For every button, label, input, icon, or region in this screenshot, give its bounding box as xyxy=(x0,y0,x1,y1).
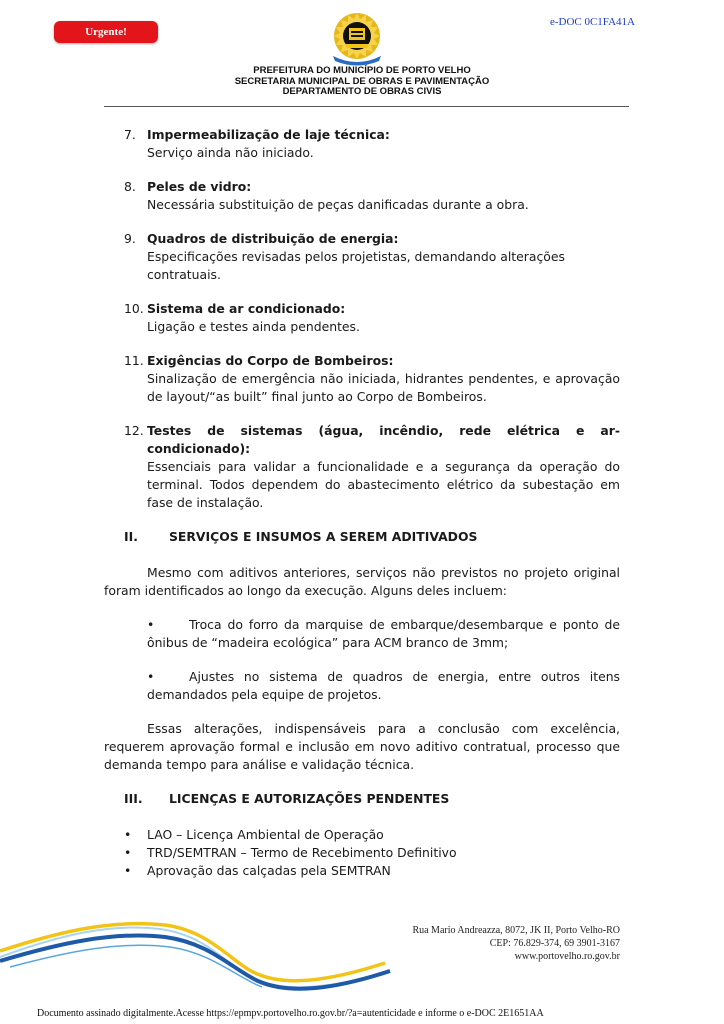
list-item xyxy=(104,862,620,880)
list-item xyxy=(104,352,620,406)
list-item xyxy=(104,826,620,844)
municipal-crest-icon xyxy=(327,12,387,66)
address-line: Rua Mario Andreazza, 8072, JK II, Porto Velho-RO xyxy=(412,925,620,936)
item-title: Exigências do Corpo de Bombeiros: xyxy=(147,353,394,368)
section-number: II. xyxy=(124,529,138,544)
list-item xyxy=(104,422,620,512)
address-block xyxy=(412,924,620,963)
section-number: III. xyxy=(124,791,143,806)
list-item xyxy=(104,300,620,336)
paragraph: Mesmo com aditivos anteriores, serviços não previstos no projeto original foram identificados ao longo da execução. Alguns deles incluem: xyxy=(104,565,620,598)
header-divider xyxy=(104,106,629,107)
bullet-text: Troca do forro da marquise de embarque/desembarque e ponto de ônibus de “madeira ecológica” para ACM branco de 3mm; xyxy=(147,617,620,650)
item-title: Testes de sistemas (água, incêndio, rede elétrica e ar-condicionado): xyxy=(147,423,620,456)
item-text: Sinalização de emergência não iniciada, hidrantes pendentes, e aprovação de layout/“as built” final junto ao Corpo de Bombeiros. xyxy=(147,371,620,404)
bullet-icon: • xyxy=(124,827,132,842)
urgent-badge[interactable]: Urgente! xyxy=(54,21,158,43)
item-number: 10. xyxy=(124,301,144,316)
item-number: 9. xyxy=(124,231,136,246)
header-line-2: SECRETARIA MUNICIPAL DE OBRAS E PAVIMENTAÇÃO xyxy=(234,75,490,87)
list-item xyxy=(104,230,620,284)
license-text: Aprovação das calçadas pela SEMTRAN xyxy=(147,863,391,878)
list-item xyxy=(104,126,620,162)
bullet-item: • Ajustes no sistema de quadros de energia, entre outros itens demandados pela equipe de projetos. xyxy=(147,669,620,702)
item-title: Sistema de ar condicionado: xyxy=(147,301,346,316)
website-link[interactable]: www.portovelho.ro.gov.br xyxy=(514,951,620,962)
bullet-item: • Troca do forro da marquise de embarque/desembarque e ponto de ônibus de “madeira ecológica” para ACM branco de 3mm; xyxy=(147,617,620,650)
paragraph: Essas alterações, indispensáveis para a conclusão com excelência, requerem aprovação formal e inclusão em novo aditivo contratual, processo que demanda tempo para análise e validação técnica. xyxy=(104,721,620,772)
license-text: LAO – Licença Ambiental de Operação xyxy=(147,827,384,842)
section-heading xyxy=(104,528,620,546)
item-number: 8. xyxy=(124,179,136,194)
item-text: Necessária substituição de peças danificadas durante a obra. xyxy=(147,197,529,212)
document-body xyxy=(104,126,620,880)
section-heading xyxy=(104,790,620,808)
item-number: 7. xyxy=(124,127,136,142)
address-line: CEP: 76.829-374, 69 3901-3167 xyxy=(489,938,620,949)
section-title: LICENÇAS E AUTORIZAÇÕES PENDENTES xyxy=(169,791,450,806)
license-text: TRD/SEMTRAN – Termo de Recebimento Definitivo xyxy=(147,845,457,860)
bullet-icon: • xyxy=(124,863,132,878)
letterhead xyxy=(0,66,724,98)
signature-footer: Documento assinado digitalmente.Acesse https://epmpv.portovelho.ro.gov.br/?a=autenticidade e informe o e-DOC 2E1651AA xyxy=(37,1008,544,1019)
bullet-icon: • xyxy=(124,845,132,860)
item-text: Essenciais para validar a funcionalidade e a segurança da operação do terminal. Todos dependem do abastecimento elétrico da subestação em fase de instalação. xyxy=(147,459,620,510)
list-item xyxy=(104,844,620,862)
item-number: 12. xyxy=(124,423,144,438)
list-item xyxy=(104,178,620,214)
header-line-3: DEPARTAMENTO DE OBRAS CIVIS xyxy=(282,86,442,97)
item-text: Especificações revisadas pelos projetistas, demandando alterações contratuais. xyxy=(147,249,565,282)
item-title: Impermeabilização de laje técnica: xyxy=(147,127,390,142)
item-text: Serviço ainda não iniciado. xyxy=(147,145,314,160)
edoc-id-top: e-DOC 0C1FA41A xyxy=(549,16,635,28)
bullet-text: Ajustes no sistema de quadros de energia, entre outros itens demandados pela equipe de projetos. xyxy=(147,669,620,702)
item-title: Quadros de distribuição de energia: xyxy=(147,231,399,246)
item-text: Ligação e testes ainda pendentes. xyxy=(147,319,360,334)
section-title: SERVIÇOS E INSUMOS A SEREM ADITIVADOS xyxy=(169,529,478,544)
item-title: Peles de vidro: xyxy=(147,179,252,194)
license-list xyxy=(104,826,620,880)
item-number: 11. xyxy=(124,353,144,368)
header-line-1: PREFEITURA DO MUNICÍPIO DE PORTO VELHO xyxy=(253,65,471,76)
wave-decoration xyxy=(0,915,420,995)
